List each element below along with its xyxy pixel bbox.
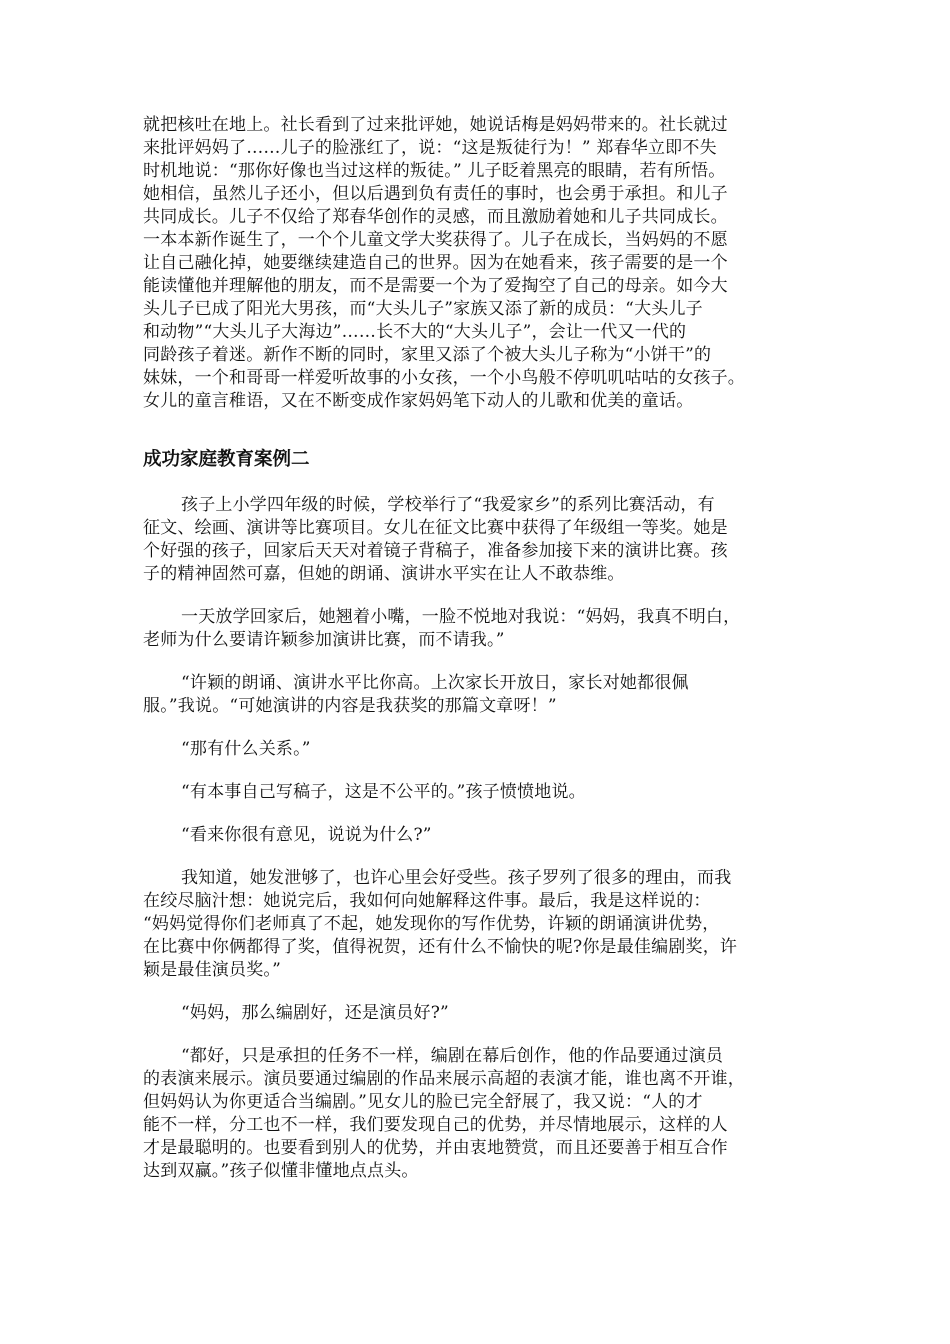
text-line: 一本本新作诞生了，一个个儿童文学大奖获得了。儿子在成长，当妈妈的不愿 <box>143 230 728 250</box>
text-line: 达到双赢。”孩子似懂非懂地点点头。 <box>143 1161 419 1181</box>
text-line: 来批评妈妈了……儿子的脸涨红了，说：“这是叛徒行为！” 郑春华立即不失 <box>143 138 717 158</box>
text-line: 能不一样，分工也不一样，我们要发现自己的优势，并尽情地展示，这样的人 <box>143 1115 728 1135</box>
text-line: 就把核吐在地上。社长看到了过来批评她，她说话梅是妈妈带来的。社长就过 <box>143 115 728 135</box>
paragraph <box>143 1045 823 1183</box>
intro-paragraph <box>143 114 823 413</box>
text-line: 让自己融化掉，她要继续建造自己的世界。因为在她看来，孩子需要的是一个 <box>143 253 728 273</box>
text-line: “许颖的朗诵、演讲水平比你高。上次家长开放日，家长对她都很佩 <box>181 673 689 693</box>
text-line: 和动物”“大头儿子大海边”……长不大的“大头儿子”，会让一代又一代的 <box>143 322 687 342</box>
text-line: 孩子上小学四年级的时候，学校举行了“我爱家乡”的系列比赛活动，有 <box>181 495 715 515</box>
text-line: 颖是最佳演员奖。” <box>143 960 281 980</box>
text-line: 能读懂他并理解他的朋友，而不是需要一个为了爱掏空了自己的母亲。如今大 <box>143 276 728 296</box>
text-line: “看来你很有意见，说说为什么?” <box>181 825 432 845</box>
document-page <box>143 114 823 1203</box>
text-line: 的表演来展示。演员要通过编剧的作品来展示高超的表演才能，谁也离不开谁， <box>143 1069 745 1089</box>
text-line: 她相信，虽然儿子还小，但以后遇到负有责任的事时，也会勇于承担。和儿子 <box>143 184 728 204</box>
text-line: “有本事自己写稿子，这是不公平的。”孩子愤愤地说。 <box>181 782 586 802</box>
text-line: 一天放学回家后，她翘着小嘴，一脸不悦地对我说：“妈妈，我真不明白， <box>181 607 741 627</box>
text-line: “妈妈觉得你们老师真了不起，她发现你的写作优势，许颖的朗诵演讲优势， <box>143 914 720 934</box>
text-line: 在比赛中你俩都得了奖，值得祝贺，还有什么不愉快的呢?你是最佳编剧奖，许 <box>143 937 738 957</box>
text-line: 服。”我说。“可她演讲的内容是我获奖的那篇文章呀！” <box>143 696 557 716</box>
text-line: 时机地说：“那你好像也当过这样的叛徒。” 儿子眨着黑亮的眼睛，若有所悟。 <box>143 161 726 181</box>
text-line: 征文、绘画、演讲等比赛项目。女儿在征文比赛中获得了年级组一等奖。她是 <box>143 518 728 538</box>
paragraph <box>143 824 823 847</box>
paragraph <box>143 1002 823 1025</box>
text-line: 妹妹，一个和哥哥一样爱听故事的小女孩，一个小鸟般不停叽叽咕咕的女孩子。 <box>143 368 745 388</box>
text-line: 女儿的童言稚语，又在不断变成作家妈妈笔下动人的儿歌和优美的童话。 <box>143 391 694 411</box>
text-line: 个好强的孩子，回家后天天对着镜子背稿子，准备参加接下来的演讲比赛。孩 <box>143 541 728 561</box>
text-line: “都好，只是承担的任务不一样，编剧在幕后创作，他的作品要通过演员 <box>181 1046 724 1066</box>
paragraph <box>143 606 823 652</box>
paragraph <box>143 867 823 982</box>
text-line: 子的精神固然可嘉，但她的朗诵、演讲水平实在让人不敢恭维。 <box>143 564 625 584</box>
text-line: 同龄孩子着迷。新作不断的同时，家里又添了个被大头儿子称为“小饼干”的 <box>143 345 712 365</box>
text-line: 我知道，她发泄够了，也许心里会好受些。孩子罗列了很多的理由，而我 <box>181 868 732 888</box>
text-line: 头儿子已成了阳光大男孩，而“大头儿子”家族又添了新的成员：“大头儿子 <box>143 299 703 319</box>
text-line: 才是最聪明的。也要看到别人的优势，并由衷地赞赏，而且还要善于相互合作 <box>143 1138 728 1158</box>
text-line: 老师为什么要请许颖参加演讲比赛，而不请我。” <box>143 630 505 650</box>
section-heading: 成功家庭教育案例二 <box>143 449 310 470</box>
paragraph <box>143 672 823 718</box>
paragraph <box>143 494 823 586</box>
text-line: “妈妈，那么编剧好，还是演员好?” <box>181 1003 449 1023</box>
paragraph <box>143 781 823 804</box>
paragraph <box>143 738 823 761</box>
text-line: 共同成长。儿子不仅给了郑春华创作的灵感，而且激励着她和儿子共同成长。 <box>143 207 728 227</box>
text-line: 在绞尽脑汁想：她说完后，我如何向她解释这件事。最后，我是这样说的： <box>143 891 711 911</box>
text-line: “那有什么关系。” <box>181 739 311 759</box>
text-line: 但妈妈认为你更适合当编剧。”见女儿的脸已完全舒展了，我又说：“人的才 <box>143 1092 703 1112</box>
